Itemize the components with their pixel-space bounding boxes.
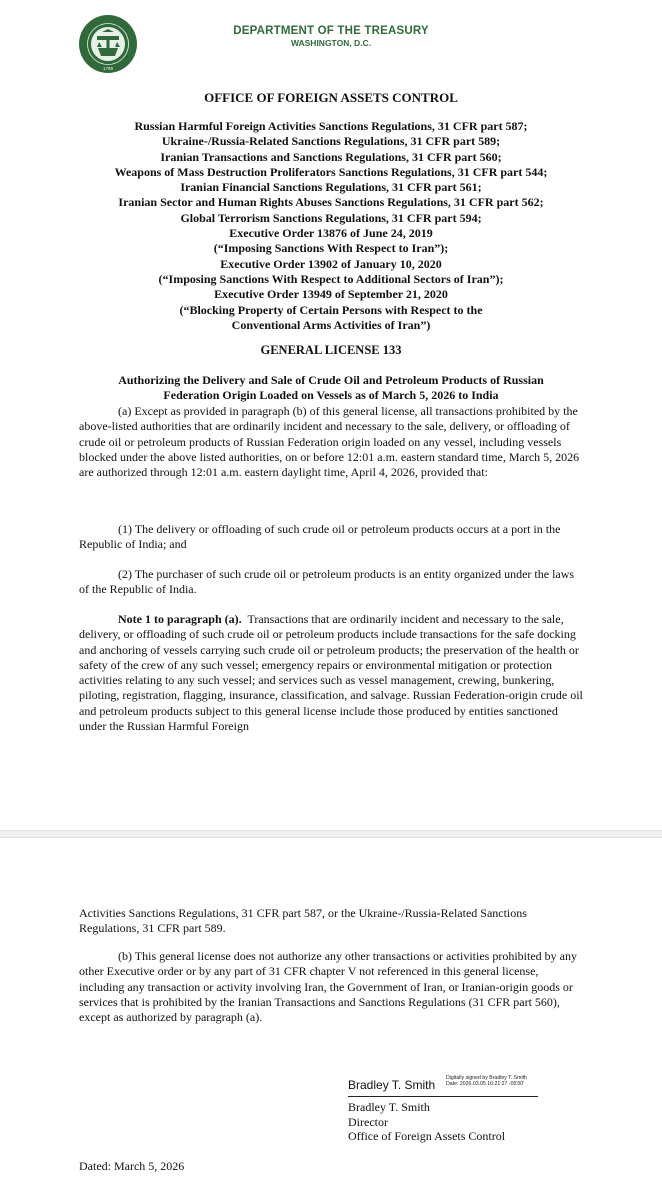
note-1-text: Transactions that are ordinarily incident and necessary to the sale, delivery, or offloading of such crude oil or petroleum products include transactions for the safe docking and anchoring of vessels carrying such crude oil or petroleum products; the preservation of the health or safety of the crew of any such vessel; emergency repairs or environmental mitigation or protection activities relating to any such vessel; and services such as vessel management, crewing, bunkering, piloting, registration, flagging, insurance, classification, and salvage. Russian Federation-origin crude oil and petroleum products subject to this general license include those produced by entities sanctioned under the Russian Harmful Foreign [79,612,583,734]
authority-line: (“Imposing Sanctions With Respect to Iran”); [213,241,449,256]
digital-signature-name: Bradley T. Smith [348,1078,436,1092]
digital-signature-line-1: Digitally signed by Bradley T. Smith [446,1075,527,1081]
authority-line: Russian Harmful Foreign Activities Sanctions Regulations, 31 CFR part 587; [134,119,528,133]
signatory-name: Bradley T. Smith [348,1100,430,1114]
authority-line: Executive Order 13876 of June 24, 2019 [229,226,433,241]
authority-line: Executive Order 13902 of January 10, 2020 [220,256,442,271]
signatory-details [348,1100,505,1144]
authority-line: Iranian Transactions and Sanctions Regulations, 31 CFR part 560; [160,149,502,164]
signatory-title: Director [348,1114,388,1129]
note-1-continued: Activities Sanctions Regulations, 31 CFR part 587, or the Ukraine-/Russia-Related Sanctions Regulations, 31 CFR part 589. [79,906,527,936]
treasury-seal-icon [78,14,138,74]
signatory-office: Office of Foreign Assets Control [348,1129,506,1143]
digital-signature-line-2: Date: 2026.03.05 16:21:27 -05'00' [446,1081,525,1088]
license-subtitle [0,373,662,403]
office-heading: OFFICE OF FOREIGN ASSETS CONTROL [204,90,458,105]
authority-line: (“Imposing Sanctions With Respect to Additional Sectors of Iran”); [158,271,504,286]
department-name: DEPARTMENT OF THE TREASURY [233,25,429,37]
authority-line: (“Blocking Property of Certain Persons with Respect to the [179,302,483,317]
paragraph-b: (b) This general license does not authorize any other transactions or activities prohibited by any other Executive order or by any part of 31 CFR chapter V not referenced in this general license, including any transaction or activity involving Iran, the Government of Iran, or Iranian-origin goods or services that is prohibited by the Iranian Transactions and Sanctions Regulations (31 CFR part 560), except as authorized by paragraph (a). [79,949,577,1025]
note-1-paragraph [79,612,585,734]
letterhead [226,25,436,49]
signature-rule [348,1096,538,1097]
paragraph-a-1: (1) The delivery or offloading of such crude oil or petroleum products occurs at a port in the Republic of India; and [79,522,561,552]
authority-line: Executive Order 13949 of September 21, 2020 [214,287,448,302]
subtitle-line-2: Federation Origin Loaded on Vessels as of March 5, 2026 to India [163,388,499,402]
paragraph-a-2: (2) The purchaser of such crude oil or petroleum products is an entity organized under the laws of the Republic of India. [79,567,575,597]
paragraph-a: (a) Except as provided in paragraph (b) of this general license, all transactions prohibited by the above-listed authorities that are ordinarily incident and necessary to the sale, delivery, or offloading of crude oil or petroleum products of Russian Federation origin loaded on any vessel, including vessels blocked under the above listed authorities, on or before 12:01 a.m. eastern standard time, March 5, 2026 are authorized through 12:01 a.m. eastern daylight time, April 4, 2026, provided that: [79,404,580,480]
license-title: GENERAL LICENSE 133 [260,343,402,357]
authority-line: Iranian Financial Sanctions Regulations, 31 CFR part 561; [180,180,482,195]
authorities-list [0,119,662,333]
page-break [0,830,662,838]
seal-year: 1789 [102,66,114,71]
authority-line: Conventional Arms Activities of Iran”) [231,317,431,332]
authority-line: Ukraine-/Russia-Related Sanctions Regulations, 31 CFR part 589; [161,134,501,149]
authority-line: Iranian Sector and Human Rights Abuses Sanctions Regulations, 31 CFR part 562; [118,195,544,210]
digital-signature-meta [446,1075,527,1088]
authority-line: Global Terrorism Sanctions Regulations, 31 CFR part 594; [180,210,482,225]
subtitle-line-1: Authorizing the Delivery and Sale of Crude Oil and Petroleum Products of Russian [118,373,544,387]
department-city: WASHINGTON, D.C. [290,38,372,48]
authority-line: Weapons of Mass Destruction Proliferators Sanctions Regulations, 31 CFR part 544; [114,164,548,179]
note-1-label: Note 1 to paragraph (a). [118,612,242,626]
date-line: Dated: March 5, 2026 [79,1159,185,1173]
